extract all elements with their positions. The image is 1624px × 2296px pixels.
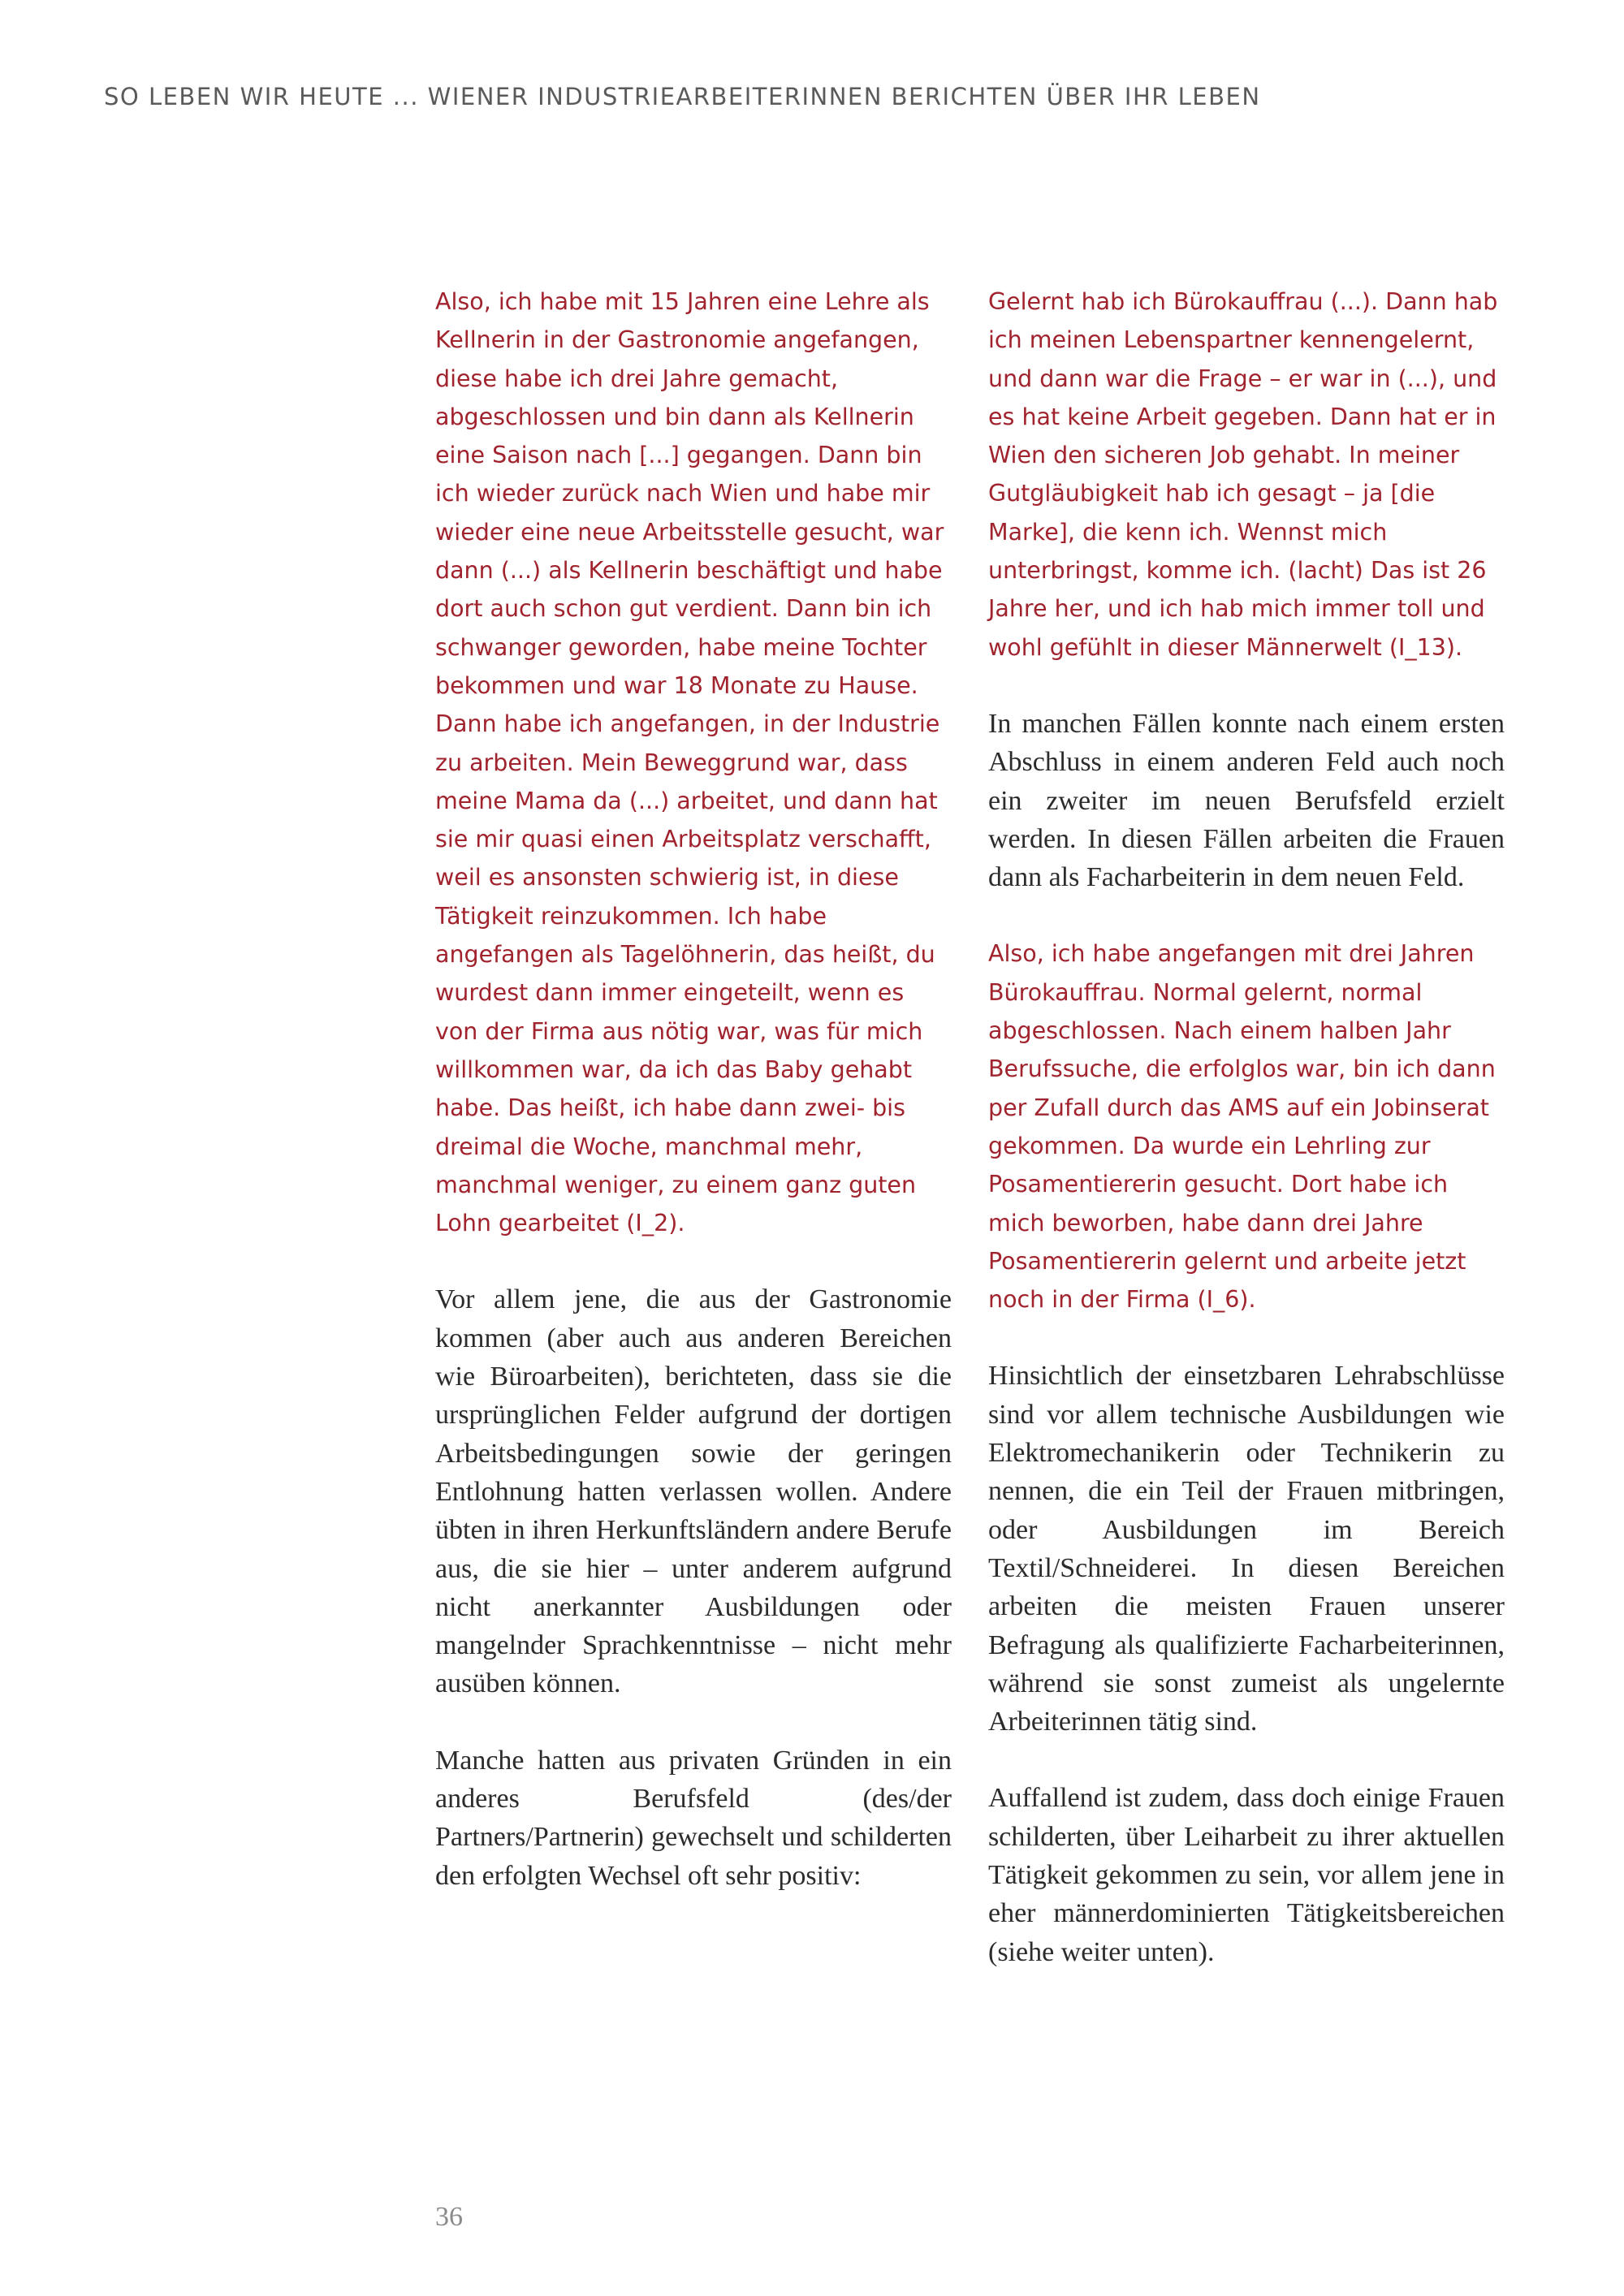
body-paragraph: Manche hatten aus privaten Gründen in ein anderes Berufsfeld (des/der Partners/Partnerin) gewechselt und schilderten den erfolgten Wechsel oft sehr positiv: [435,1745,952,1891]
interview-quote-i6: Also, ich habe angefangen mit drei Jahren Bürokauffrau. Normal gelernt, normal abgeschlossen. Nach einem halben Jahr Berufssuche, die erfolglos war, bin ich dann per Zufall durch das AMS auf ein Jobinserat gekommen. Da wurde ein Lehrling zur Posamentiererin gesucht. Dort habe ich mich beworben, habe dann drei Jahre Posamentiererin gelernt und arbeite jetzt noch in der Firma (I_6). [988,940,1496,1314]
interview-quote-i13: Gelernt hab ich Bürokauffrau (...). Dann hab ich meinen Lebenspartner kennengelernt, und dann war die Frage – er war in (...), und es hat keine Arbeit gegeben. Dann hat er in Wien den sicheren Job gehabt. In meiner Gutgläubigkeit hab ich gesagt – ja [die Marke], die kenn ich. Wennst mich unterbringst, komme ich. (lacht) Das ist 26 Jahre her, und ich hab mich immer toll und wohl gefühlt in dieser Männerwelt (I_13). [988,288,1498,661]
body-paragraph: In manchen Fällen konnte nach einem ersten Abschluss in einem anderen Feld auch noch ein zweiter im neuen Berufsfeld erzielt werden. In diesen Fällen arbeiten die Frauen dann als Facharbeiterin in dem neuen Feld. [988,708,1505,893]
running-header: SO LEBEN WIR HEUTE ... WIENER INDUSTRIEARBEITERINNEN BERICHTEN ÜBER IHR LEBEN [104,83,1261,110]
body-paragraph: Auffallend ist zudem, dass doch einige Frauen schilderten, über Leiharbeit zu ihrer aktuellen Tätigkeit gekommen zu sein, vor allem jene in eher männerdominierten Tätigkeitsbereichen (siehe weiter unten). [988,1783,1505,1967]
right-column [988,283,1505,2009]
left-column [435,283,952,1933]
body-paragraph: Hinsichtlich der einsetzbaren Lehrabschlüsse sind vor allem technische Ausbildungen wie Elektromechanikerin oder Technikerin zu nennen, die ein Teil der Frauen mitbringen, oder Ausbildungen im Bereich Textil/Schneiderei. In diesen Bereichen arbeiten die meisten Frauen unserer Befragung als qualifizierte Facharbeiterinnen, während sie sonst zumeist als ungelernte Arbeiterinnen tätig sind. [988,1361,1505,1737]
body-paragraph: Vor allem jene, die aus der Gastronomie kommen (aber auch aus anderen Bereichen wie Büroarbeiten), berichteten, dass sie die ursprünglichen Felder aufgrund der dortigen Arbeitsbedingungen sowie der geringen Entlohnung hatten verlassen wollen. Andere übten in ihren Herkunftsländern andere Berufe aus, die sie hier – unter anderem aufgrund nicht anerkannter Ausbildungen oder mangelnder Sprachkenntnisse – nicht mehr ausüben können. [435,1284,952,1699]
page-number: 36 [435,2202,463,2232]
interview-quote-i2: Also, ich habe mit 15 Jahren eine Lehre als Kellnerin in der Gastronomie angefangen, diese habe ich drei Jahre gemacht, abgeschlossen und bin dann als Kellnerin eine Saison nach [...] gegangen. Dann bin ich wieder zurück nach Wien und habe mir wieder eine neue Arbeitsstelle gesucht, war dann (...) als Kellnerin beschäftigt und habe dort auch schon gut verdient. Dann bin ich schwanger geworden, habe meine Tochter bekommen und war 18 Monate zu Hause. Dann habe ich angefangen, in der Industrie zu arbeiten. Mein Beweggrund war, dass meine Mama da (...) arbeitet, und dann hat sie mir quasi einen Arbeitsplatz verschafft, weil es ansonsten schwierig ist, in diese Tätigkeit reinzukommen. Ich habe angefangen als Tagelöhnerin, das heißt, du wurdest dann immer eingeteilt, wenn es von der Firma aus nötig war, was für mich willkommen war, da ich das Baby gehabt habe. Das heißt, ich habe dann zwei- bis dreimal die Woche, manchmal mehr, manchmal weniger, zu einem ganz guten Lohn gearbeitet (I_2). [435,288,944,1237]
